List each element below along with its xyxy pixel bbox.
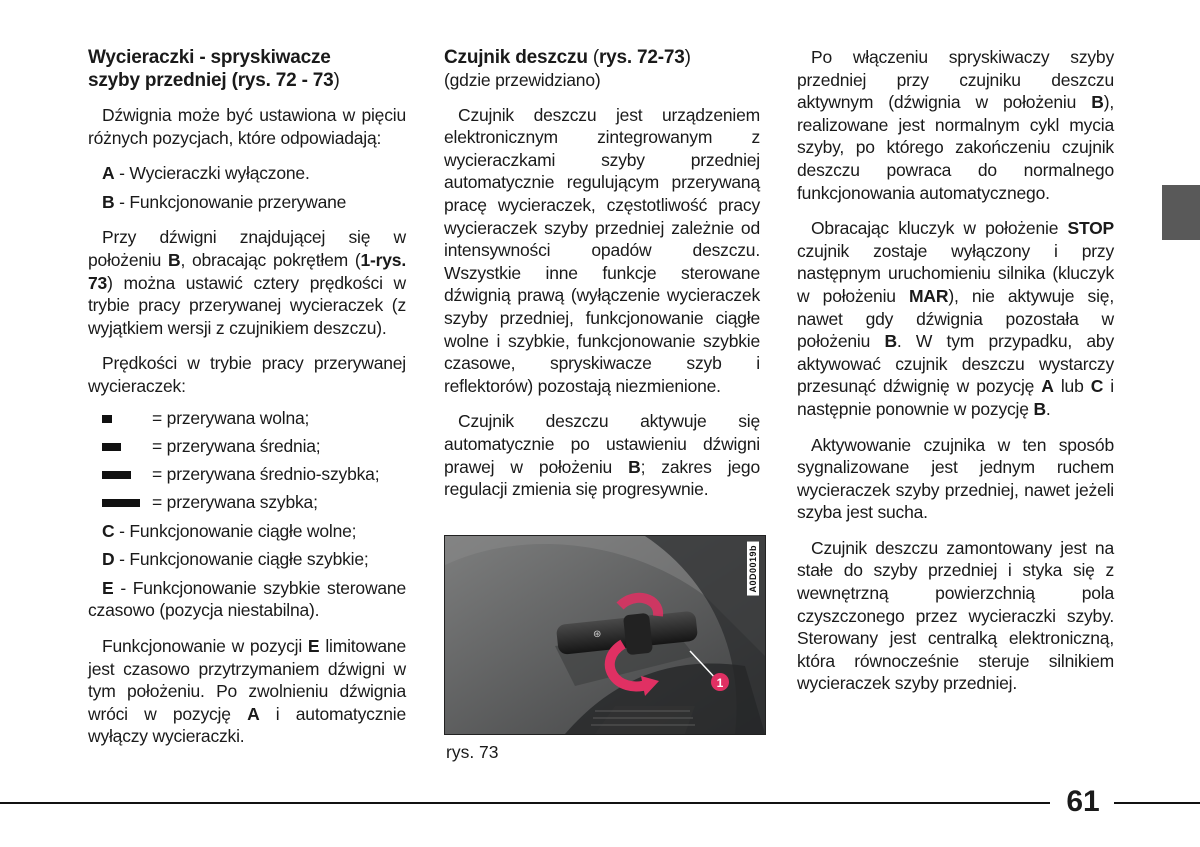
column-rain-sensor [444,46,760,514]
figure-marker: 1 [716,676,724,690]
speed-bar-icon [102,443,121,451]
figure-code: A0D0019b [747,542,759,596]
washer-icon: ⊛ [593,629,602,640]
speed-item: = przerywana wolna; [102,408,406,430]
rain-sensor-paragraph-2: Czujnik deszczu aktywuje się automatycznie po ustawieniu dźwigni prawej w położeniu B; zakres jego regulacji zmienia się progresywnie. [444,411,760,500]
position-a-item: A - Wycieraczki wyłączone. [102,163,310,184]
figure-caption: rys. 73 [446,742,499,762]
column-wipers [88,46,406,761]
section-subheading: (gdzie przewidziano) [444,70,601,90]
section-heading-wipers: Wycieraczki - spryskiwacze szyby przedniej (rys. 72 - 73) [88,47,340,91]
section-heading-rain-sensor: Czujnik deszczu (rys. 72-73) [444,47,691,68]
speed-item: = przerywana szybka; [102,492,406,514]
footer-rule [1114,802,1200,804]
speed-paragraph: Przy dźwigni znajdującej się w położeniu B, obracając pokrętłem (1-rys. 73) można ustawić cztery prędkości w trybie pracy przerywanej wycieraczek (z wyjątkiem wersji z czujnikiem deszczu). [88,227,406,338]
intro-paragraph: Dźwignia może być ustawiona w pięciu różnych pozycjach, które odpowiadają: [88,105,406,148]
rain-sensor-paragraph-5: Aktywowanie czujnika w ten sposób sygnalizowane jest jednym ruchem wycieraczek szyby przedniej, nawet jeżeli szyba jest sucha. [797,434,1114,523]
speed-list [88,408,406,514]
position-e-item: E - Funkcjonowanie szybkie sterowane czasowo (pozycja niestabilna). [88,577,406,621]
footer-rule [0,802,1050,804]
speed-item: = przerywana średnia; [102,436,406,458]
rain-sensor-paragraph-4: Obracając kluczyk w położenie STOP czujnik zostaje wyłączony i przy następnym uruchomieniu silnika (kluczyk w położeniu MAR), nie aktywuje się, nawet gdy dźwignia pozostała w położeniu B. W tym przypadku, aby aktywować czujnik deszczu wystarczy przesunąć dźwignię w pozycję A lub C i następnie ponownie w pozycję B. [797,218,1114,419]
speed-bar-icon [102,471,131,479]
speeds-intro: Prędkości w trybie pracy przerywanej wycieraczek: [88,353,406,396]
position-d-item: D - Funkcjonowanie ciągłe szybkie; [102,549,369,570]
page-number: 61 [1066,785,1100,818]
rain-sensor-paragraph-3: Po włączeniu spryskiwaczy szyby przedniej przy czujniku deszczu aktywnym (dźwignia w położeniu B), realizowane jest normalnym cykl mycia szyby, po którego zakończeniu czujnik deszczu powraca do normalnego funkcjonowania automatycznego. [797,47,1114,203]
column-rain-sensor-cont [797,46,1114,708]
wiper-lever-illustration [445,536,765,734]
chapter-tab [1162,185,1200,240]
position-b-item: B - Funkcjonowanie przerywane [102,191,347,212]
speed-bar-icon [102,415,112,423]
position-c-item: C - Funkcjonowanie ciągłe wolne; [102,520,357,541]
position-e-paragraph: Funkcjonowanie w pozycji E limitowane jest czasowo przytrzymaniem dźwigni w tym położeniu. Po zwolnieniu dźwignia wróci w pozycję A i automatycznie wyłączy wycieraczki. [88,635,407,747]
speed-bar-icon [102,499,140,507]
rain-sensor-paragraph-1: Czujnik deszczu jest urządzeniem elektronicznym zintegrowanym z wycieraczkami szyby przedniej automatycznie regulującym przerywaną pracę wycieraczek, częstotliwość pracy wycieraczek szyby przedniej zależnie od intensywności opadów deszczu. Wszystkie inne funkcje sterowane dźwignią prawą (wyłączenie wycieraczek szyby przedniej, funkcjonowanie ciągłe wolne i szybkie, funkcjonowanie szybkie czasowe, spryskiwacze szyb i reflektorów) pozostają niezmienione. [444,104,760,396]
figure-wiper-lever [444,535,766,735]
rain-sensor-paragraph-6: Czujnik deszczu zamontowany jest na stałe do szyby przedniej i styka się z wewnętrzną powierzchnią pola czyszczonego przez wycieraczki szyby. Sterowany jest centralką elektroniczną, która równocześnie steruje silnikiem wycieraczek szyby przedniej. [797,537,1114,694]
speed-item: = przerywana średnio-szybka; [102,464,406,486]
